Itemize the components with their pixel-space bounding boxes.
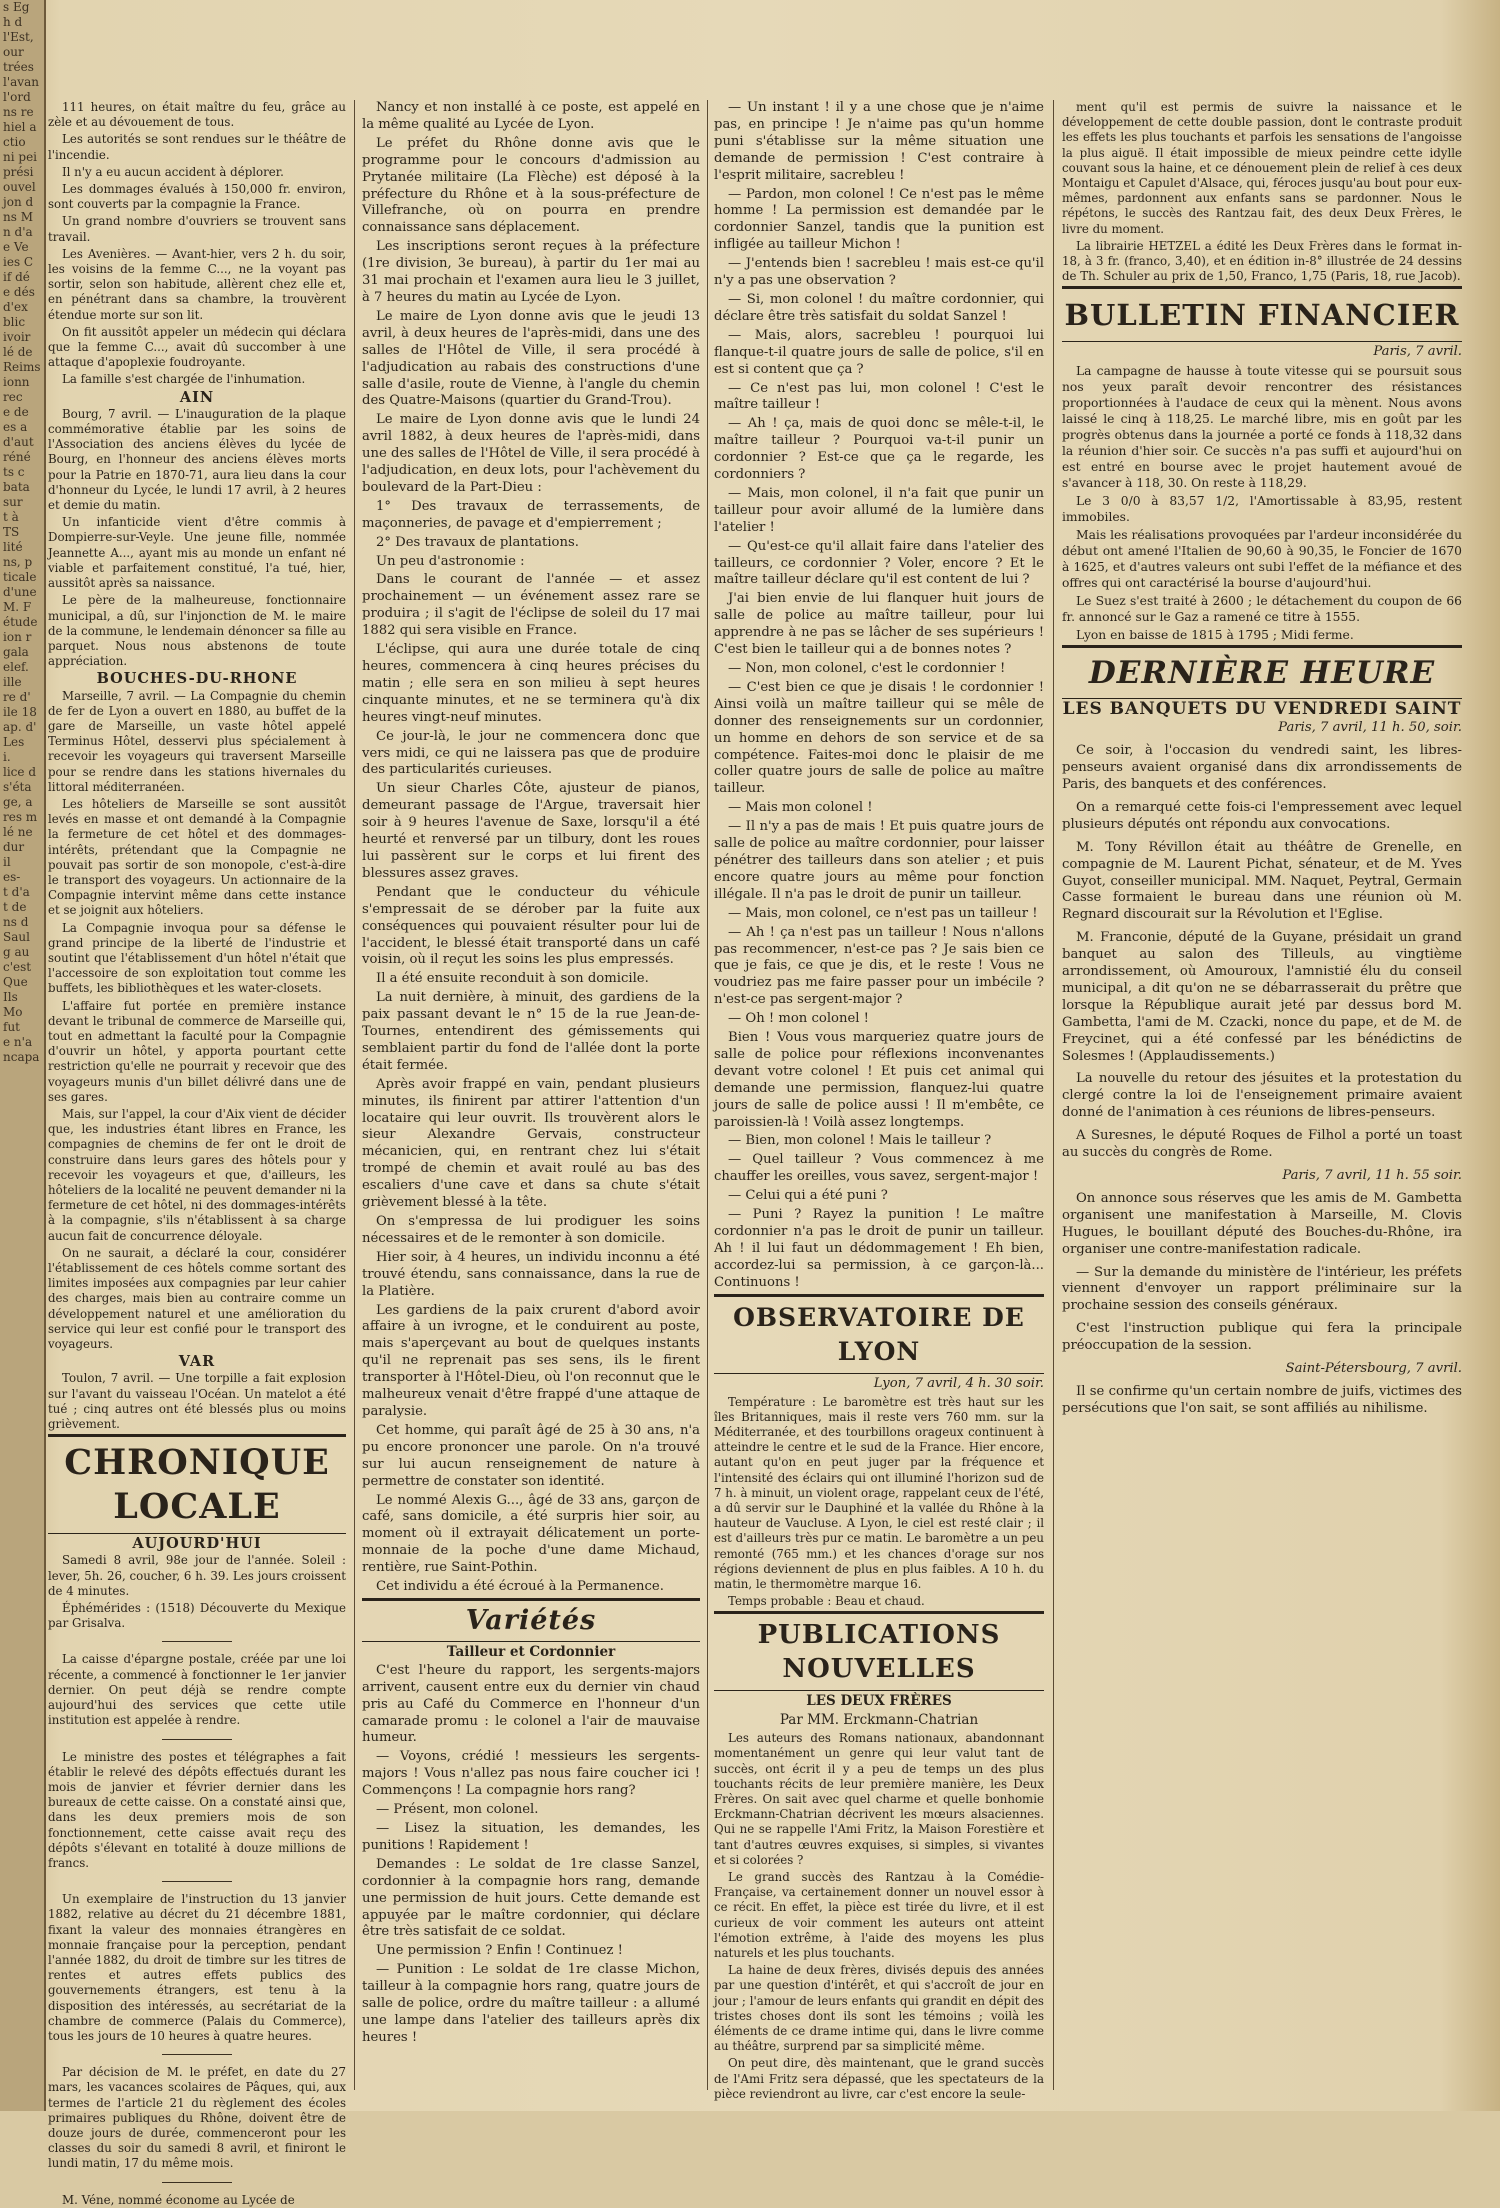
article-paragraph: Un grand nombre d'ouvriers se trouvent sans travail. bbox=[48, 214, 346, 244]
article-paragraph: Le 3 0/0 à 83,57 1/2, l'Amortissable à 83,95, restent immobiles. bbox=[1062, 494, 1462, 525]
article-paragraph: Ce jour-là, le jour ne commencera donc que vers midi, ce qui ne laissera pas que de produire des particularités curieuses. bbox=[362, 728, 700, 778]
gutter-fragment: TS bbox=[3, 525, 20, 539]
gutter-fragment: blic bbox=[3, 315, 26, 329]
col2-feuilleton bbox=[362, 1663, 700, 2047]
late-dateline-2: Paris, 7 avril, 11 h. 55 soir. bbox=[1282, 1168, 1462, 1183]
article-paragraph: Temps probable : Beau et chaud. bbox=[728, 1594, 925, 1609]
gutter-fragment: lé de bbox=[3, 345, 33, 359]
article-paragraph: — Punition : Le soldat de 1re classe Michon, tailleur à la compagnie hors rang, quatre jours de salle de police, ordre du maître tailleur : a allumé une lampe dans l'atelier des tailleurs après dix heures ! bbox=[362, 1962, 700, 2045]
gutter-fragment: es a bbox=[3, 420, 28, 434]
col4-late-2 bbox=[1062, 1191, 1462, 1355]
article-paragraph: — Si, mon colonel ! du maître cordonnier, qui déclare être très satisfait du soldat Sanzel ! bbox=[714, 291, 1044, 324]
article-paragraph: Un exemplaire de l'instruction du 13 janvier 1882, relative au décret du 21 décembre 1881, fixant la valeur des monnaies étrangères en monnaie française pour la perception, pendant l'année 1882, du droit de timbre sur les titres de rentes et autres effets publics des gouvernements étrangers, est tenu à la disposition des intéressés, au secrétariat de la chambre de commerce (Palais du Commerce), tous les jours de 10 heures à quatre heures. bbox=[48, 1892, 346, 2043]
article-paragraph: Toulon, 7 avril. — Une torpille a fait explosion sur l'avant du vaisseau l'Océan. Un matelot a été tué ; cinq autres ont été blessés plus ou moins grièvement. bbox=[48, 1371, 346, 1432]
article-paragraph: Les Avenières. — Avant-hier, vers 2 h. du soir, les voisins de la femme C..., ne la voyant pas sortir, selon son habitude, allèrent chez elle et, en pénétrant dans sa chambre, la trouvèrent étendue morte sur son lit. bbox=[48, 246, 346, 322]
article-paragraph: Les gardiens de la paix crurent d'abord avoir affaire à un ivrogne, et le conduirent au poste, mais s'aperçevant au bout de quelques instants qu'il ne reprenait pas ses sens, ils le firent transporter à l'Hôtel-Dieu, où l'on reconnut que le malheureux venait d'être frappé d'une attaque de paralysie. bbox=[362, 1302, 700, 1419]
article-paragraph: La haine de deux frères, divisés depuis des années par une question d'intérêt, et qui s'accroît de jour en jour ; l'amour de leurs enfants qui grandit en dépit des tristes choses dont ils sont les témoins ; voilà les éléments de ce drame intime qui, dans le livre comme au théâtre, surprend par sa simplicité même. bbox=[714, 1963, 1044, 2054]
gutter-fragment: ni pei bbox=[3, 150, 38, 164]
gutter-fragment: ion r bbox=[3, 630, 32, 644]
gutter-fragment: lé ne bbox=[3, 825, 33, 839]
gutter-fragment: ge, a bbox=[3, 795, 33, 809]
gutter-fragment: il bbox=[3, 855, 11, 869]
gutter-fragment: es- bbox=[3, 870, 21, 884]
gutter-fragment: if dé bbox=[3, 270, 30, 284]
gutter-fragment: ile 18 bbox=[3, 705, 37, 719]
gutter-fragment: sur bbox=[3, 495, 23, 509]
article-paragraph: — Mais, alors, sacrebleu ! pourquoi lui flanque-t-il quatre jours de salle de police, s'il en est si content que ça ? bbox=[714, 327, 1044, 377]
article-paragraph: On fit aussitôt appeler un médecin qui déclara que la femme C..., avait dû succomber à une attaque d'apoplexie foudroyante. bbox=[48, 324, 346, 370]
gutter-fragment: ns, p bbox=[3, 555, 33, 569]
publications-heading: PUBLICATIONS NOUVELLES bbox=[714, 1611, 1044, 1691]
article-paragraph: ment qu'il est permis de suivre la naissance et le développement de cette double passion, dont le contraste produit les effets les plus touchants et parfois les sensations de l'angoisse la plus aiguë. Il était impossible de mieux peindre cette idylle couvant sous la haine, et ce dénouement plein de relief à ces deux Montaigu et Capulet d'Alsace, qui, féroces jusqu'au bout pour eux-mêmes, pardonnent aux enfants sans se pardonner. Nous le répétons, le succès des Rantzau fait, des deux Deux Frères, le livre du moment. bbox=[1062, 100, 1462, 236]
column-4 bbox=[1062, 100, 1462, 2090]
gutter-fragment: étude bbox=[3, 615, 38, 629]
gutter-fragment: ns re bbox=[3, 105, 34, 119]
gutter-fragment: Que bbox=[3, 975, 28, 989]
publication-title: LES DEUX FRÈRES bbox=[806, 1693, 952, 1710]
gutter-fragment: lité bbox=[3, 540, 23, 554]
article-paragraph: Marseille, 7 avril. — La Compagnie du chemin de fer de Lyon a ouvert en 1880, au buffet de la gare de Marseille, un vaste hôtel appelé Terminus Hôtel, desservi plus spécialement à recevoir les voyageurs qui traversent Marseille pour se rendre dans les stations hivernales du littoral méditerranéen. bbox=[48, 688, 346, 794]
tailleur-cordonnier-title: Tailleur et Cordonnier bbox=[446, 1643, 616, 1660]
gutter-fragment: i. bbox=[3, 750, 11, 764]
separator bbox=[162, 2054, 232, 2055]
gutter-fragment: ille bbox=[3, 675, 22, 689]
gutter-fragment: d'aut bbox=[3, 435, 34, 449]
article-paragraph: La caisse d'épargne postale, créée par une loi récente, a commencé à fonctionner le 1er janvier dernier. On peut déjà se rendre compte aujourd'hui des services que cette utile institution est appelée à rendre. bbox=[48, 1652, 346, 1728]
article-paragraph: — Quel tailleur ? Vous commencez à me chauffer les oreilles, vous savez, sergent-major ! bbox=[714, 1152, 1044, 1185]
gutter-fragment: s Eg bbox=[3, 0, 30, 14]
col2-news bbox=[362, 100, 700, 1596]
article-paragraph: La Compagnie invoqua pour sa défense le grand principe de la liberté de l'industrie et soutint que l'établissement d'un hôtel n'était que l'accessoire de son exploitation tout comme les buffets, les bibliothèques et les water-closets. bbox=[48, 920, 346, 996]
article-paragraph: Le maire de Lyon donne avis que le jeudi 13 avril, à deux heures de l'après-midi, dans une des salles de l'Hôtel de Ville, il sera procédé à l'adjudication au rabais des constructions d'une salle d'asile, route de Vienne, à l'angle du chemin des Quatre-Maisons (quartier du Grand-Trou). bbox=[362, 308, 700, 409]
section-title-bouches-du-rhone: BOUCHES-DU-RHONE bbox=[96, 670, 298, 688]
gutter-fragment: gala bbox=[3, 645, 29, 659]
publication-authors: Par MM. Erckmann-Chatrian bbox=[779, 1712, 979, 1729]
gutter-fragment: l'ord bbox=[3, 90, 31, 104]
aujourdhui-heading: AUJOURD'HUI bbox=[132, 1535, 262, 1553]
gutter-fragment: ies C bbox=[3, 255, 34, 269]
article-paragraph: Nancy et non installé à ce poste, est appelé en la même qualité au Lycée de Lyon. bbox=[362, 100, 700, 132]
article-paragraph: On a remarqué cette fois-ci l'empressement avec lequel plusieurs députés ont répondu aux convocations. bbox=[1062, 799, 1462, 832]
gutter-fragment: dur bbox=[3, 840, 25, 854]
gutter-fragment: ts c bbox=[3, 465, 25, 479]
article-paragraph: Il se confirme qu'un certain nombre de juifs, victimes des persécutions que l'on sait, se sont affiliés au nihilisme. bbox=[1062, 1383, 1462, 1416]
gutter-fragment: d'une bbox=[3, 585, 37, 599]
article-paragraph: Ce soir, à l'occasion du vendredi saint, les libres-penseurs avaient organisé dans dix arrondissements de Paris, des banquets et des conférences. bbox=[1062, 743, 1462, 792]
gutter-fragment: jon d bbox=[3, 195, 34, 209]
separator bbox=[162, 1881, 232, 1882]
article-paragraph: Demandes : Le soldat de 1re classe Sanzel, cordonnier à la compagnie hors rang, demande une permission de huit jours. Cette demande est appuyée par le maître cordonnier, qui déclare être très satisfait de ce soldat. bbox=[362, 1856, 700, 1940]
gutter-fragment: ivoir bbox=[3, 330, 31, 344]
article-paragraph: Les dommages évalués à 150,000 fr. environ, sont couverts par la compagnie la France. bbox=[48, 182, 346, 212]
column-rule bbox=[354, 100, 355, 2090]
bulletin-dateline: Paris, 7 avril. bbox=[1373, 344, 1462, 360]
article-paragraph: Le préfet du Rhône donne avis que le programme pour le concours d'admission au Prytanée militaire (La Flèche) est déposé à la préfecture du Rhône et à la sous-préfecture de Villefranche, où on pourra en prendre connaissance sans déplacement. bbox=[362, 135, 700, 236]
article-paragraph: La famille s'est chargée de l'inhumation. bbox=[62, 372, 306, 387]
article-paragraph: Bourg, 7 avril. — L'inauguration de la plaque commémorative établie par les soins de l'Association des anciens élèves du lycée de Bourg, en l'honneur des anciens élèves morts pour la Patrie en 1870-71, aura lieu dans la cour d'honneur du Lycée, le lundi 17 avril, à 2 heures et demie du matin. bbox=[48, 406, 346, 513]
col4-late-3 bbox=[1062, 1384, 1462, 1418]
article-paragraph: — Ah ! ça, mais de quoi donc se mêle-t-il, le maître tailleur ? Pourquoi va-t-il punir un cordonnier ? Est-ce que ça le regarde, les cordonniers ? bbox=[714, 416, 1044, 483]
col1-tail bbox=[48, 1652, 346, 2207]
gutter-fragment: ticale bbox=[3, 570, 37, 584]
article-paragraph: — Qu'est-ce qu'il allait faire dans l'atelier des tailleurs, ce cordonnier ? Voler, encore ? Et le maître tailleur déclare qu'il est content de lui ? bbox=[714, 538, 1044, 588]
article-paragraph: — Mais, mon colonel, ce n'est pas un tailleur ! bbox=[728, 905, 1038, 921]
article-paragraph: La librairie HETZEL a édité les Deux Frères dans le format in-18, à 3 fr. (franco, 3,40), et en édition in-8° illustrée de 24 dessins de Th. Schuler au prix de 1,50, Franco, 1,75 (Paris, 18, rue Jacob). bbox=[1062, 238, 1462, 284]
article-paragraph: La nuit dernière, à minuit, des gardiens de la paix passant devant le n° 15 de la rue Jean-de-Tournes, entendirent des gémissements qui semblaient partir du fond de l'allée dont la porte était fermée. bbox=[362, 990, 700, 1073]
late-dateline-1: Paris, 7 avril, 11 h. 50, soir. bbox=[1278, 720, 1462, 736]
bulletin-financier-heading: BULLETIN FINANCIER bbox=[1062, 286, 1462, 342]
gutter-fragment: s'éta bbox=[3, 780, 32, 794]
col1-lead bbox=[48, 100, 346, 388]
article-paragraph: Bien ! Vous vous marqueriez quatre jours de salle de police pour réflexions inconvenantes devant votre colonel ! Et puis cet animal qui demande une permission, flanquez-lui quatre jours de salle de police aussi ! Il m'embête, ce paroissien-là ! Voilà assez longtemps. bbox=[714, 1030, 1044, 1130]
article-paragraph: Les hôteliers de Marseille se sont aussitôt levés en masse et ont demandé à la Compagnie la fermeture de cet hôtel et des dommages-intérêts, prétendant que la Compagnie ne pouvait pas sortir de son monopole, c'est-à-dire le transport des voyageurs. Un actionnaire de la Compagnie intervint même dans cette instance et se joignit aux hôteliers. bbox=[48, 796, 346, 918]
article-paragraph: M. Tony Révillon était au théâtre de Grenelle, en compagnie de M. Laurent Pichat, sénateur, et de M. Yves Guyot, conseiller municipal. MM. Naquet, Peytral, Germain Casse formaient le bureau dans une réunion où M. Regnard discourait sur la Révolution et l'Eglise. bbox=[1062, 839, 1462, 923]
gutter-fragment: Les bbox=[3, 735, 25, 749]
gutter-fragment: fut bbox=[3, 1020, 20, 1034]
col1-bdr bbox=[48, 689, 346, 1353]
article-paragraph: La campagne de hausse à toute vitesse qui se poursuit sous nos yeux paraît devoir rencontrer des résistances proportionnées à l'audace de ceux qui la mènent. Nous avons laissé le cinq à 118,25. Le marché libre, mis en goût par les progrès obtenus dans la journée a porté ce fonds à 118,32 dans la réunion d'hier soir. Ce succès n'a pas suffi et aujourd'hui on est entré en bourse avec le projet hautement avoué de s'avancer à 118, 30. On reste à 118,29. bbox=[1062, 364, 1462, 491]
gutter-fragment: d'ex bbox=[3, 300, 28, 314]
article-paragraph: — Oh ! mon colonel ! bbox=[728, 1011, 869, 1027]
article-paragraph: A Suresnes, le député Roques de Filhol a porté un toast au succès du congrès de Rome. bbox=[1062, 1128, 1462, 1161]
gutter-fragment: Saul bbox=[3, 930, 30, 944]
article-paragraph: Par décision de M. le préfet, en date du 27 mars, les vacances scolaires de Pâques, qui, aux termes de l'article 21 du règlement des écoles primaires publiques du Rhône, doivent être de douze jours de durée, commenceront pour les classes du soir du samedi 8 avril, et finiront le lundi matin, 17 du même mois. bbox=[48, 2065, 346, 2171]
article-paragraph: — Puni ? Rayez la punition ! Le maître cordonnier n'a pas le droit de punir un tailleur. Ah ! il lui faut un dédommagement ! Eh bien, accordez-lui sa permission, à ce garçon-là... Continuons ! bbox=[714, 1207, 1044, 1290]
article-paragraph: Le ministre des postes et télégraphes a fait établir le relevé des dépôts effectués durant les mois de janvier et février dernier dans les bureaux de cette caisse. On a constaté ainsi que, dans les deux premiers mois de son fonctionnement, cette caisse avait reçu des dépôts s'élevant en totalité à douze millions de francs. bbox=[48, 1749, 346, 1870]
article-paragraph: — Celui qui a été puni ? bbox=[728, 1188, 888, 1204]
article-paragraph: — Mais mon colonel ! bbox=[728, 800, 873, 816]
col3-dialogue bbox=[714, 100, 1044, 1292]
article-paragraph: Samedi 8 avril, 98e jour de l'année. Soleil : lever, 5h. 26, coucher, 6 h. 39. Les jours croissent de 4 minutes. bbox=[48, 1553, 346, 1598]
col1-aujourdhui bbox=[48, 1553, 346, 1631]
article-paragraph: 2° Des travaux de plantations. bbox=[376, 534, 579, 550]
article-paragraph: Il a été ensuite reconduit à son domicile. bbox=[376, 971, 649, 987]
article-paragraph: 1° Des travaux de terrassements, de maçonneries, de pavage et d'empierrement ; bbox=[362, 498, 700, 531]
article-paragraph: — Un instant ! il y a une chose que je n'aime pas, en principe ! Je n'aime pas qu'un homme puni s'établisse sur la même situation une demande de permission ! C'est contraire à l'esprit militaire, sacrebleu ! bbox=[714, 100, 1044, 183]
gutter-fragment: t d'a bbox=[3, 885, 30, 899]
article-paragraph: Les auteurs des Romans nationaux, abandonnant momentanément un genre qui leur valut tant de succès, ont écrit il y a peu de temps un des plus touchants récits de leur première manière, les Deux Frères. On sait avec quel charme et quelle bonhomie Erckmann-Chatrian décrivent les mœurs alsaciennes. Qui ne se rappelle l'Ami Fritz, la Maison Forestière et tant d'autres œuvres exquises, si simples, si vivantes et si colorées ? bbox=[714, 1731, 1044, 1867]
gutter-fragment: Mo bbox=[3, 1005, 23, 1019]
article-paragraph: Il n'y a eu aucun accident à déplorer. bbox=[62, 164, 284, 179]
article-paragraph: Lyon en baisse de 1815 à 1795 ; Midi ferme. bbox=[1076, 628, 1354, 643]
article-paragraph: Le grand succès des Rantzau à la Comédie-Française, va certainement donner un nouvel essor à ce récit. En effet, la pièce est tirée du livre, et il est curieux de voir comment les auteurs ont atteint l'émotion extrême, à l'aide des moyens les plus naturels et les plus touchants. bbox=[714, 1870, 1044, 1961]
column-2 bbox=[362, 100, 700, 2080]
observatoire-dateline: Lyon, 7 avril, 4 h. 30 soir. bbox=[873, 1375, 1044, 1391]
gutter-fragment: our bbox=[3, 45, 24, 59]
col1-var bbox=[48, 1371, 346, 1432]
article-paragraph: On ne saurait, a déclaré la cour, considérer l'établissement de ces hôtels comme sortant des limites imposées aux compagnies par leur cahier des charges, mais bien au contraire comme un développement naturel et une amélioration du service qui leur est confié pour le transport des voyageurs. bbox=[48, 1245, 346, 1352]
section-title-ain: AIN bbox=[179, 388, 215, 406]
col4-late-1 bbox=[1062, 743, 1462, 1162]
gutter-fragment: ncapa bbox=[3, 1050, 40, 1064]
article-paragraph: La nouvelle du retour des jésuites et la protestation du clergé contre la loi de l'enseignement primaire avaient donné de l'animation à ces réunions de libres-penseurs. bbox=[1062, 1071, 1462, 1121]
article-paragraph: — Voyons, crédié ! messieurs les sergents-majors ! Vous n'allez pas nous faire coucher ici ! Commençons ! La compagnie hors rang? bbox=[362, 1749, 700, 1799]
article-paragraph: Le maire de Lyon donne avis que le lundi 24 avril 1882, à deux heures de l'après-midi, dans une des salles de l'Hôtel de Ville, il sera procédé à l'adjudication, en deux lots, pour l'achèvement du boulevard de la Part-Dieu : bbox=[362, 412, 700, 495]
article-paragraph: Le Suez s'est traité à 2600 ; le détachement du coupon de 66 fr. annoncé sur le Gaz a ramené ce titre à 1555. bbox=[1062, 594, 1462, 625]
article-paragraph: — Ce n'est pas lui, mon colonel ! C'est le maître tailleur ! bbox=[714, 380, 1044, 413]
gutter-fragment: ns d bbox=[3, 915, 29, 929]
gutter-fragment: bata bbox=[3, 480, 30, 494]
article-paragraph: Pendant que le conducteur du véhicule s'empressait de se dérober par la fuite aux conséquences qui pouvaient résulter pour lui de l'accident, le blessé était transporté dans un café voisin, où il reçut les soins les plus empressés. bbox=[362, 884, 700, 968]
facing-page-gutter bbox=[0, 0, 46, 2111]
article-paragraph: Le père de la malheureuse, fonctionnaire municipal, a dû, sur l'injonction de M. le maire de la commune, le lendemain dénoncer sa fille au parquet. Nous nous abstenons de toute appréciation. bbox=[48, 593, 346, 669]
article-paragraph: Après avoir frappé en vain, pendant plusieurs minutes, ils finirent par attirer l'attention d'un locataire qui leur ouvrit. Ils trouvèrent alors le sieur Alexandre Gervais, constructeur mécanicien, qui, en rentrant chez lui s'était trompé de chemin et avait roulé au bas des escaliers d'une cave et dans sa chute s'était grièvement blessé à la tête. bbox=[362, 1076, 700, 1211]
col1-ain bbox=[48, 407, 346, 669]
gutter-fragment: ap. d' bbox=[3, 720, 37, 734]
gutter-fragment: res m bbox=[3, 810, 38, 824]
gutter-fragment: e Ve bbox=[3, 240, 29, 254]
gutter-fragment: prési bbox=[3, 165, 34, 179]
derniere-heure-heading: DERNIÈRE HEURE bbox=[1062, 645, 1462, 699]
gutter-fragment: ionn bbox=[3, 375, 30, 389]
article-paragraph: — Pardon, mon colonel ! Ce n'est pas le même homme ! La permission est demandée par le cordonnier Sanzel, tandis que la punition est infligée au tailleur Michon ! bbox=[714, 186, 1044, 253]
article-paragraph: Éphémérides : (1518) Découverte du Mexique par Grisalva. bbox=[48, 1601, 346, 1631]
article-paragraph: Les inscriptions seront reçues à la préfecture (1re division, 3e bureau), à partir du 1er mai au 31 mai prochain et l'examen aura lieu le 3 juillet, à 7 heures du matin au Lycée de Lyon. bbox=[362, 239, 700, 305]
article-paragraph: Une permission ? Enfin ! Continuez ! bbox=[376, 1943, 623, 1959]
gutter-fragment: e n'a bbox=[3, 1035, 33, 1049]
gutter-fragment: re d' bbox=[3, 690, 31, 704]
article-paragraph: — C'est bien ce que je disais ! le cordonnier ! Ainsi voilà un maître tailleur qui se mêle de donner des renseignements sur un cordonnier, un homme en dehors de son service et de sa compétence. Faites-moi donc le plaisir de me coller quatre jours de salle de police au maître tailleur. bbox=[714, 679, 1044, 797]
article-paragraph: L'éclipse, qui aura une durée totale de cinq heures, commencera à cinq heures précises du matin ; elle sera en son milieu à sept heures cinquante minutes, et ne se terminera qu'à dix heures vingt-neuf minutes. bbox=[362, 642, 700, 725]
article-paragraph: Mais les réalisations provoquées par l'ardeur inconsidérée du début ont amené l'Italien de 90,60 à 90,35, le Foncier de 1670 à 1625, et d'autres valeurs ont subi l'effet de la méfiance et des offres qui ont caractérisé la bourse d'aujourd'hui. bbox=[1062, 528, 1462, 591]
banquets-heading: LES BANQUETS DU VENDREDI SAINT bbox=[1062, 699, 1462, 720]
observatoire-heading: OBSERVATOIRE DE LYON bbox=[714, 1294, 1044, 1374]
gutter-fragment: e de bbox=[3, 405, 29, 419]
article-paragraph: Mais, sur l'appel, la cour d'Aix vient de décider que, les industries étant libres en France, les compagnies de chemins de fer ont le droit de construire dans leurs gares des hôtels pour y recevoir les voyageurs et que, d'ailleurs, les hôteliers de la localité ne peuvent demander ni la fermeture de cet hôtel, ni des dommages-intérêts à la compagnie, s'ils n'établissent à sa charge aucun fait de concurrence déloyale. bbox=[48, 1107, 346, 1243]
gutter-fragment: ouvel bbox=[3, 180, 36, 194]
separator bbox=[162, 1641, 232, 1642]
column-3 bbox=[714, 100, 1044, 2101]
column-rule bbox=[1053, 100, 1054, 2090]
section-title-var: VAR bbox=[178, 1353, 216, 1371]
article-paragraph: — Bien, mon colonel ! Mais le tailleur ? bbox=[728, 1133, 992, 1149]
separator bbox=[162, 1739, 232, 1740]
article-paragraph: — Ah ! ça n'est pas un tailleur ! Nous n'allons pas recommencer, n'est-ce pas ? Je sais bien ce que je fais, ce que je dis, et le reste ! Vous ne voudriez pas me faire passer pour un imbécile ? n'est-ce pas sergent-major ? bbox=[714, 924, 1044, 1008]
chronique-locale-heading: CHRONIQUE LOCALE bbox=[48, 1434, 346, 1534]
article-paragraph: L'affaire fut portée en première instance devant le tribunal de commerce de Marseille qui, tout en admettant la faculté pour la Compagnie d'ouvrir un hôtel, y apporta pourtant cette restriction qu'elle ne pourrait y recevoir que des voyageurs munis d'un billet délivré dans une de ses gares. bbox=[48, 998, 346, 1104]
gutter-fragment: trées bbox=[3, 60, 34, 74]
article-paragraph: Le nommé Alexis G..., âgé de 33 ans, garçon de café, sans domicile, a été surpris hier soir, au moment où il extrayait délicatement un porte-monnaie de la poche d'une dame Michaud, rentière, rue Saint-Pothin. bbox=[362, 1492, 700, 1576]
article-paragraph: — Sur la demande du ministère de l'intérieur, les préfets viennent d'envoyer un rapport préliminaire sur la prochaine session des conseils généraux. bbox=[1062, 1264, 1462, 1314]
article-paragraph: On s'empressa de lui prodiguer les soins nécessaires et de le remonter à son domicile. bbox=[362, 1214, 700, 1246]
article-paragraph: Les autorités se sont rendues sur le théâtre de l'incendie. bbox=[48, 132, 346, 162]
gutter-fragment: hiel a bbox=[3, 120, 37, 134]
article-paragraph: Cet individu a été écroué à la Permanence. bbox=[376, 1579, 664, 1595]
gutter-fragment: lice d bbox=[3, 765, 36, 779]
article-paragraph: Hier soir, à 4 heures, un individu inconnu a été trouvé étendu, sans connaissance, dans la rue de la Platière. bbox=[362, 1249, 700, 1299]
gutter-fragment: ns M bbox=[3, 210, 33, 224]
gutter-fragment: rec bbox=[3, 390, 23, 404]
gutter-fragment: Ils bbox=[3, 990, 18, 1004]
article-paragraph: — Lisez la situation, les demandes, les punitions ! Rapidement ! bbox=[362, 1821, 700, 1853]
column-1 bbox=[48, 100, 346, 2207]
gutter-fragment: réné bbox=[3, 450, 31, 464]
article-paragraph: C'est l'heure du rapport, les sergents-majors arrivent, causent entre eux du dernier vin chaud pris au Café du Commerce en l'honneur d'un camarade promu : le colonel a l'air de mauvaise humeur. bbox=[362, 1662, 700, 1746]
col4-bulletin bbox=[1062, 363, 1462, 643]
gutter-fragment: elef. bbox=[3, 660, 29, 674]
article-paragraph: M. Véne, nommé économe au Lycée de bbox=[62, 2192, 295, 2207]
gutter-fragment: l'avan bbox=[3, 75, 39, 89]
article-paragraph: Un peu d'astronomie : bbox=[376, 553, 525, 569]
article-paragraph: J'ai bien envie de lui flanquer huit jours de salle de police au maître tailleur, pour lui apprendre à ne pas se lâcher de ses supérieurs ! C'est bien le tailleur qui a de bonnes notes ? bbox=[714, 591, 1044, 658]
gutter-fragment: c'est bbox=[3, 960, 32, 974]
article-paragraph: — Mais, mon colonel, il n'a fait que punir un tailleur pour avoir allumé de la lumière dans l'atelier ! bbox=[714, 485, 1044, 535]
gutter-fragment: t à bbox=[3, 510, 19, 524]
article-paragraph: 111 heures, on était maître du feu, grâce au zèle et au dévouement de tous. bbox=[48, 100, 346, 130]
article-paragraph: On peut dire, dès maintenant, que le grand succès de l'Ami Fritz sera dépassé, que les spectateurs de la pièce reviendront au livre, car c'est encore la seule- bbox=[714, 2056, 1044, 2101]
article-paragraph: — J'entends bien ! sacrebleu ! mais est-ce qu'il n'y a pas une observation ? bbox=[714, 256, 1044, 289]
article-paragraph: M. Franconie, député de la Guyane, présidait un grand banquet au salon des Tilleuls, au vingtième arrondissement, où Amouroux, l'amnistié élu du conseil municipal, a dit qu'on ne se débarrasserait du prêtre que lorsque la République aurait jeté par dessus bord M. Gambetta, l'ami de M. Czacki, nonce du pape, et de M. de Freycinet, qui a été confessé par les bénédictins de Solesmes ! (Applaudissements.) bbox=[1062, 930, 1462, 1064]
gutter-fragment: ctio bbox=[3, 135, 26, 149]
col3-publications bbox=[714, 1731, 1044, 2102]
gutter-fragment: Reims bbox=[3, 360, 41, 374]
col3-observatoire bbox=[714, 1395, 1044, 1610]
gutter-fragment: e dés bbox=[3, 285, 35, 299]
article-paragraph: — Non, mon colonel, c'est le cordonnier ! bbox=[728, 661, 1006, 676]
article-paragraph: — Il n'y a pas de mais ! Et puis quatre jours de salle de police au maître cordonnier, pour laisser pénétrer des tailleurs dans son atelier ; et puis encore quatre jours au même pour fonction illégale. Il n'a pas le droit de punir un tailleur. bbox=[714, 819, 1044, 902]
gutter-fragment: g au bbox=[3, 945, 30, 959]
article-paragraph: Température : Le baromètre est très haut sur les îles Britanniques, mais il reste vers 760 mm. sur la Méditerranée, et des tourbillons orageux continuent à atteindre le centre et le sud de la France. Hier encore, autant qu'on en peut juger par la fréquence et l'intensité des éclairs qui ont illuminé l'horizon sud de 7 h. à minuit, un violent orage, rappelant ceux de l'été, a dû servir sur le Dauphiné et la vallée du Rhône à la hauteur de Vaucluse. A Lyon, le ciel est resté clair ; il est d'ailleurs très pur ce matin. Le baromètre a un peu remonté (765 mm.) et les chances d'orage sur nos régions deviennent de plus en plus faibles. A 10 h. du matin, le thermomètre marque 16. bbox=[714, 1394, 1044, 1591]
article-paragraph: Cet homme, qui paraît âgé de 25 à 30 ans, n'a pu encore prononcer une parole. On n'a trouvé sur lui aucun renseignement de nature à permettre de constater son identité. bbox=[362, 1422, 700, 1489]
varietes-heading: Variétés bbox=[362, 1598, 700, 1642]
gutter-fragment: M. F bbox=[3, 600, 32, 614]
article-paragraph: Un sieur Charles Côte, ajusteur de pianos, demeurant passage de l'Argue, traversait hier soir à 9 heures l'avenue de Saxe, lorsqu'il a été heurté et renversé par un tilbury, dont les roues lui passèrent sur le corps et lui firent des blessures assez graves. bbox=[362, 781, 700, 881]
article-paragraph: C'est l'instruction publique qui fera la principale préoccupation de la session. bbox=[1062, 1321, 1462, 1354]
column-rule bbox=[707, 100, 708, 2090]
gutter-fragment: n d'a bbox=[3, 225, 33, 239]
gutter-fragment: t de bbox=[3, 900, 27, 914]
gutter-fragment: l'Est, bbox=[3, 30, 34, 44]
gutter-fragment: h d bbox=[3, 15, 23, 29]
article-paragraph: On annonce sous réserves que les amis de M. Gambetta organisent une manifestation à Marseille, M. Clovis Hugues, le bouillant député des Bouches-du-Rhône, ira organiser une contre-manifestation radicale. bbox=[1062, 1190, 1462, 1257]
col4-top bbox=[1062, 100, 1462, 284]
article-paragraph: Dans le courant de l'année — et assez prochainement — un événement assez rare se produira ; il s'agit de l'éclipse de soleil du 17 mai 1882 qui sera visible en France. bbox=[362, 572, 700, 639]
late-dateline-3: Saint-Pétersbourg, 7 avril. bbox=[1285, 1361, 1462, 1377]
article-paragraph: Un infanticide vient d'être commis à Dompierre-sur-Veyle. Une jeune fille, nommée Jeannette A..., ayant mis au monde un enfant né viable et parfaitement constitué, l'a tué, hier, aussitôt après sa naissance. bbox=[48, 515, 346, 591]
separator bbox=[162, 2182, 232, 2183]
article-paragraph: — Présent, mon colonel. bbox=[376, 1802, 539, 1818]
